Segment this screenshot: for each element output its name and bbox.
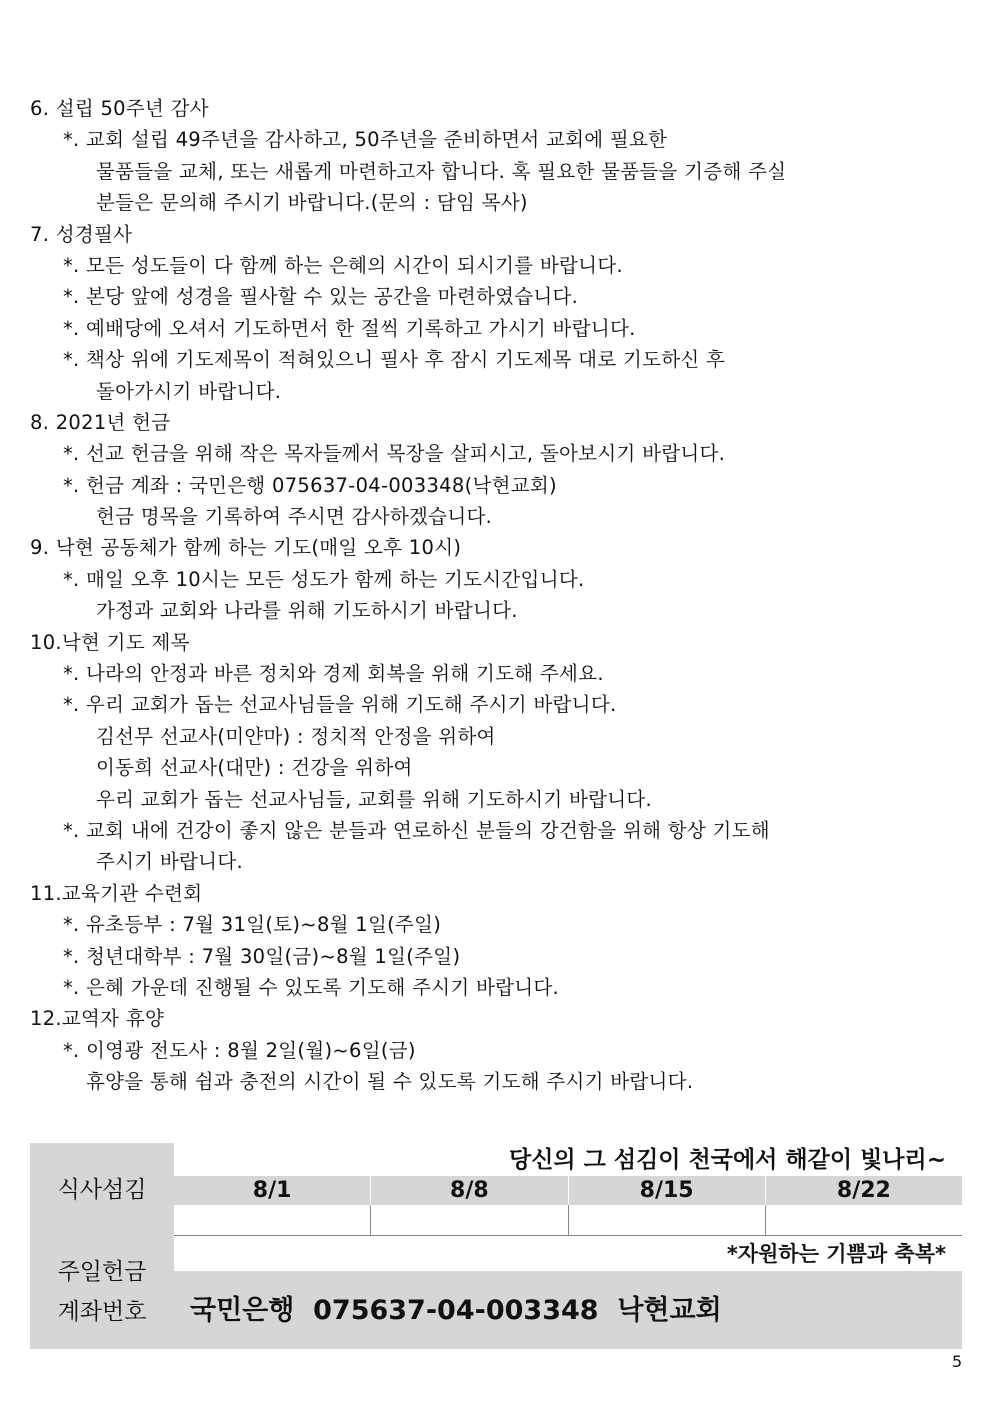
- date-cell: 8/1: [252, 1178, 292, 1203]
- bullet-item: *. 책상 위에 기도제목이 적혀있으니 필사 후 잠시 기도제목 대로 기도하신 후: [63, 348, 726, 372]
- continuation-line: 주시기 바랍니다.: [96, 850, 243, 874]
- meal-service-label: 식사섬김: [57, 1177, 147, 1203]
- meal-dates-row: [174, 1176, 962, 1205]
- bullet-item: *. 모든 성도들이 다 함께 하는 은혜의 시간이 되시기를 바랍니다.: [63, 253, 623, 277]
- bullet-item: *. 이영광 전도사 : 8월 2일(월)~6일(금): [63, 1038, 416, 1062]
- section-heading: 12.교역자 휴양: [30, 1007, 165, 1031]
- continuation-line: 이동희 선교사(대만) : 건강을 위하여: [96, 756, 413, 780]
- continuation-line: 물품들을 교체, 또는 새롭게 마련하고자 합니다. 혹 필요한 물품들을 기증해 주실: [96, 159, 787, 183]
- page-number: 5: [952, 1352, 963, 1371]
- date-cell: 8/8: [370, 1176, 567, 1205]
- name-cell: [174, 1205, 370, 1236]
- name-cell: [765, 1205, 962, 1236]
- section-heading: 7. 성경필사: [30, 222, 133, 246]
- bullet-item: *. 교회 내에 건강이 좋지 않은 분들과 연로하신 분들의 강건함을 위해 항상 기도해: [63, 818, 770, 842]
- bullet-item: *. 선교 헌금을 위해 작은 목자들께서 목장을 살피시고, 돌아보시기 바랍니다.: [63, 442, 726, 466]
- bullet-item: *. 매일 오후 10시는 모든 성도가 함께 하는 기도시간입니다.: [63, 567, 585, 591]
- bullet-item: *. 청년대학부 : 7월 30일(금)~8월 1일(주일): [63, 944, 461, 968]
- bullet-item: *. 헌금 계좌 : 국민은행 075637-04-003348(낙현교회): [63, 473, 557, 497]
- continuation-line: 헌금 명목을 기록하여 주시면 감사하겠습니다.: [96, 505, 493, 529]
- date-cell: 8/22: [765, 1176, 962, 1205]
- bullet-item: *. 예배당에 오셔서 기도하면서 한 절씩 기록하고 가시기 바랍니다.: [63, 316, 636, 340]
- footer-tagline: 당신의 그 섬김이 천국에서 해같이 빛나리~: [508, 1147, 946, 1173]
- continuation-line: 우리 교회가 돕는 선교사님들, 교회를 위해 기도하시기 바랍니다.: [96, 787, 653, 811]
- continuation-line: 돌아가시기 바랍니다.: [96, 379, 282, 403]
- announcement-list: [30, 93, 960, 1098]
- section-heading: 6. 설립 50주년 감사: [30, 97, 209, 120]
- name-cell: [568, 1205, 765, 1236]
- continuation-line: 휴양을 통해 쉼과 충전의 시간이 될 수 있도록 기도해 주시기 바랍니다.: [86, 1070, 694, 1094]
- meal-names-row: [174, 1205, 962, 1236]
- continuation-line: 분들은 문의해 주시기 바랍니다.(문의 : 담임 목사): [96, 191, 528, 215]
- section-heading: 10.낙현 기도 제목: [30, 630, 190, 654]
- bullet-item: *. 은혜 가운데 진행될 수 있도록 기도해 주시기 바랍니다.: [63, 975, 560, 999]
- offering-label: 주일헌금: [57, 1259, 147, 1285]
- account-label: 계좌번호: [57, 1299, 147, 1325]
- continuation-line: 가정과 교회와 나라를 위해 기도하시기 바랍니다.: [96, 599, 518, 623]
- bullet-item: *. 나라의 안정과 바른 정치와 경제 회복을 위해 기도해 주세요.: [63, 662, 604, 686]
- bullet-item: *. 교회 설립 49주년을 감사하고, 50주년을 준비하면서 교회에 필요한: [63, 128, 668, 152]
- section-heading: 11.교육기관 수련회: [30, 881, 203, 905]
- bullet-item: *. 우리 교회가 돕는 선교사님들을 위해 기도해 주시기 바랍니다.: [63, 693, 617, 717]
- bullet-item: *. 본당 앞에 성경을 필사할 수 있는 공간을 마련하였습니다.: [63, 285, 579, 309]
- bullet-item: *. 유초등부 : 7월 31일(토)~8월 1일(주일): [63, 913, 442, 937]
- name-cell: [370, 1205, 567, 1236]
- section-heading: 9. 낙현 공동체가 함께 하는 기도(매일 오후 10시): [30, 536, 462, 560]
- account-value: 국민은행 075637-04-003348 낙현교회: [190, 1295, 722, 1326]
- footer-table: [30, 1143, 962, 1349]
- continuation-line: 김선무 선교사(미얀마) : 정치적 안정을 위하여: [96, 724, 496, 748]
- volunteer-text: *자원하는 기쁨과 축복*: [726, 1242, 946, 1266]
- section-heading: 8. 2021년 헌금: [30, 410, 171, 434]
- date-cell: 8/15: [568, 1176, 765, 1205]
